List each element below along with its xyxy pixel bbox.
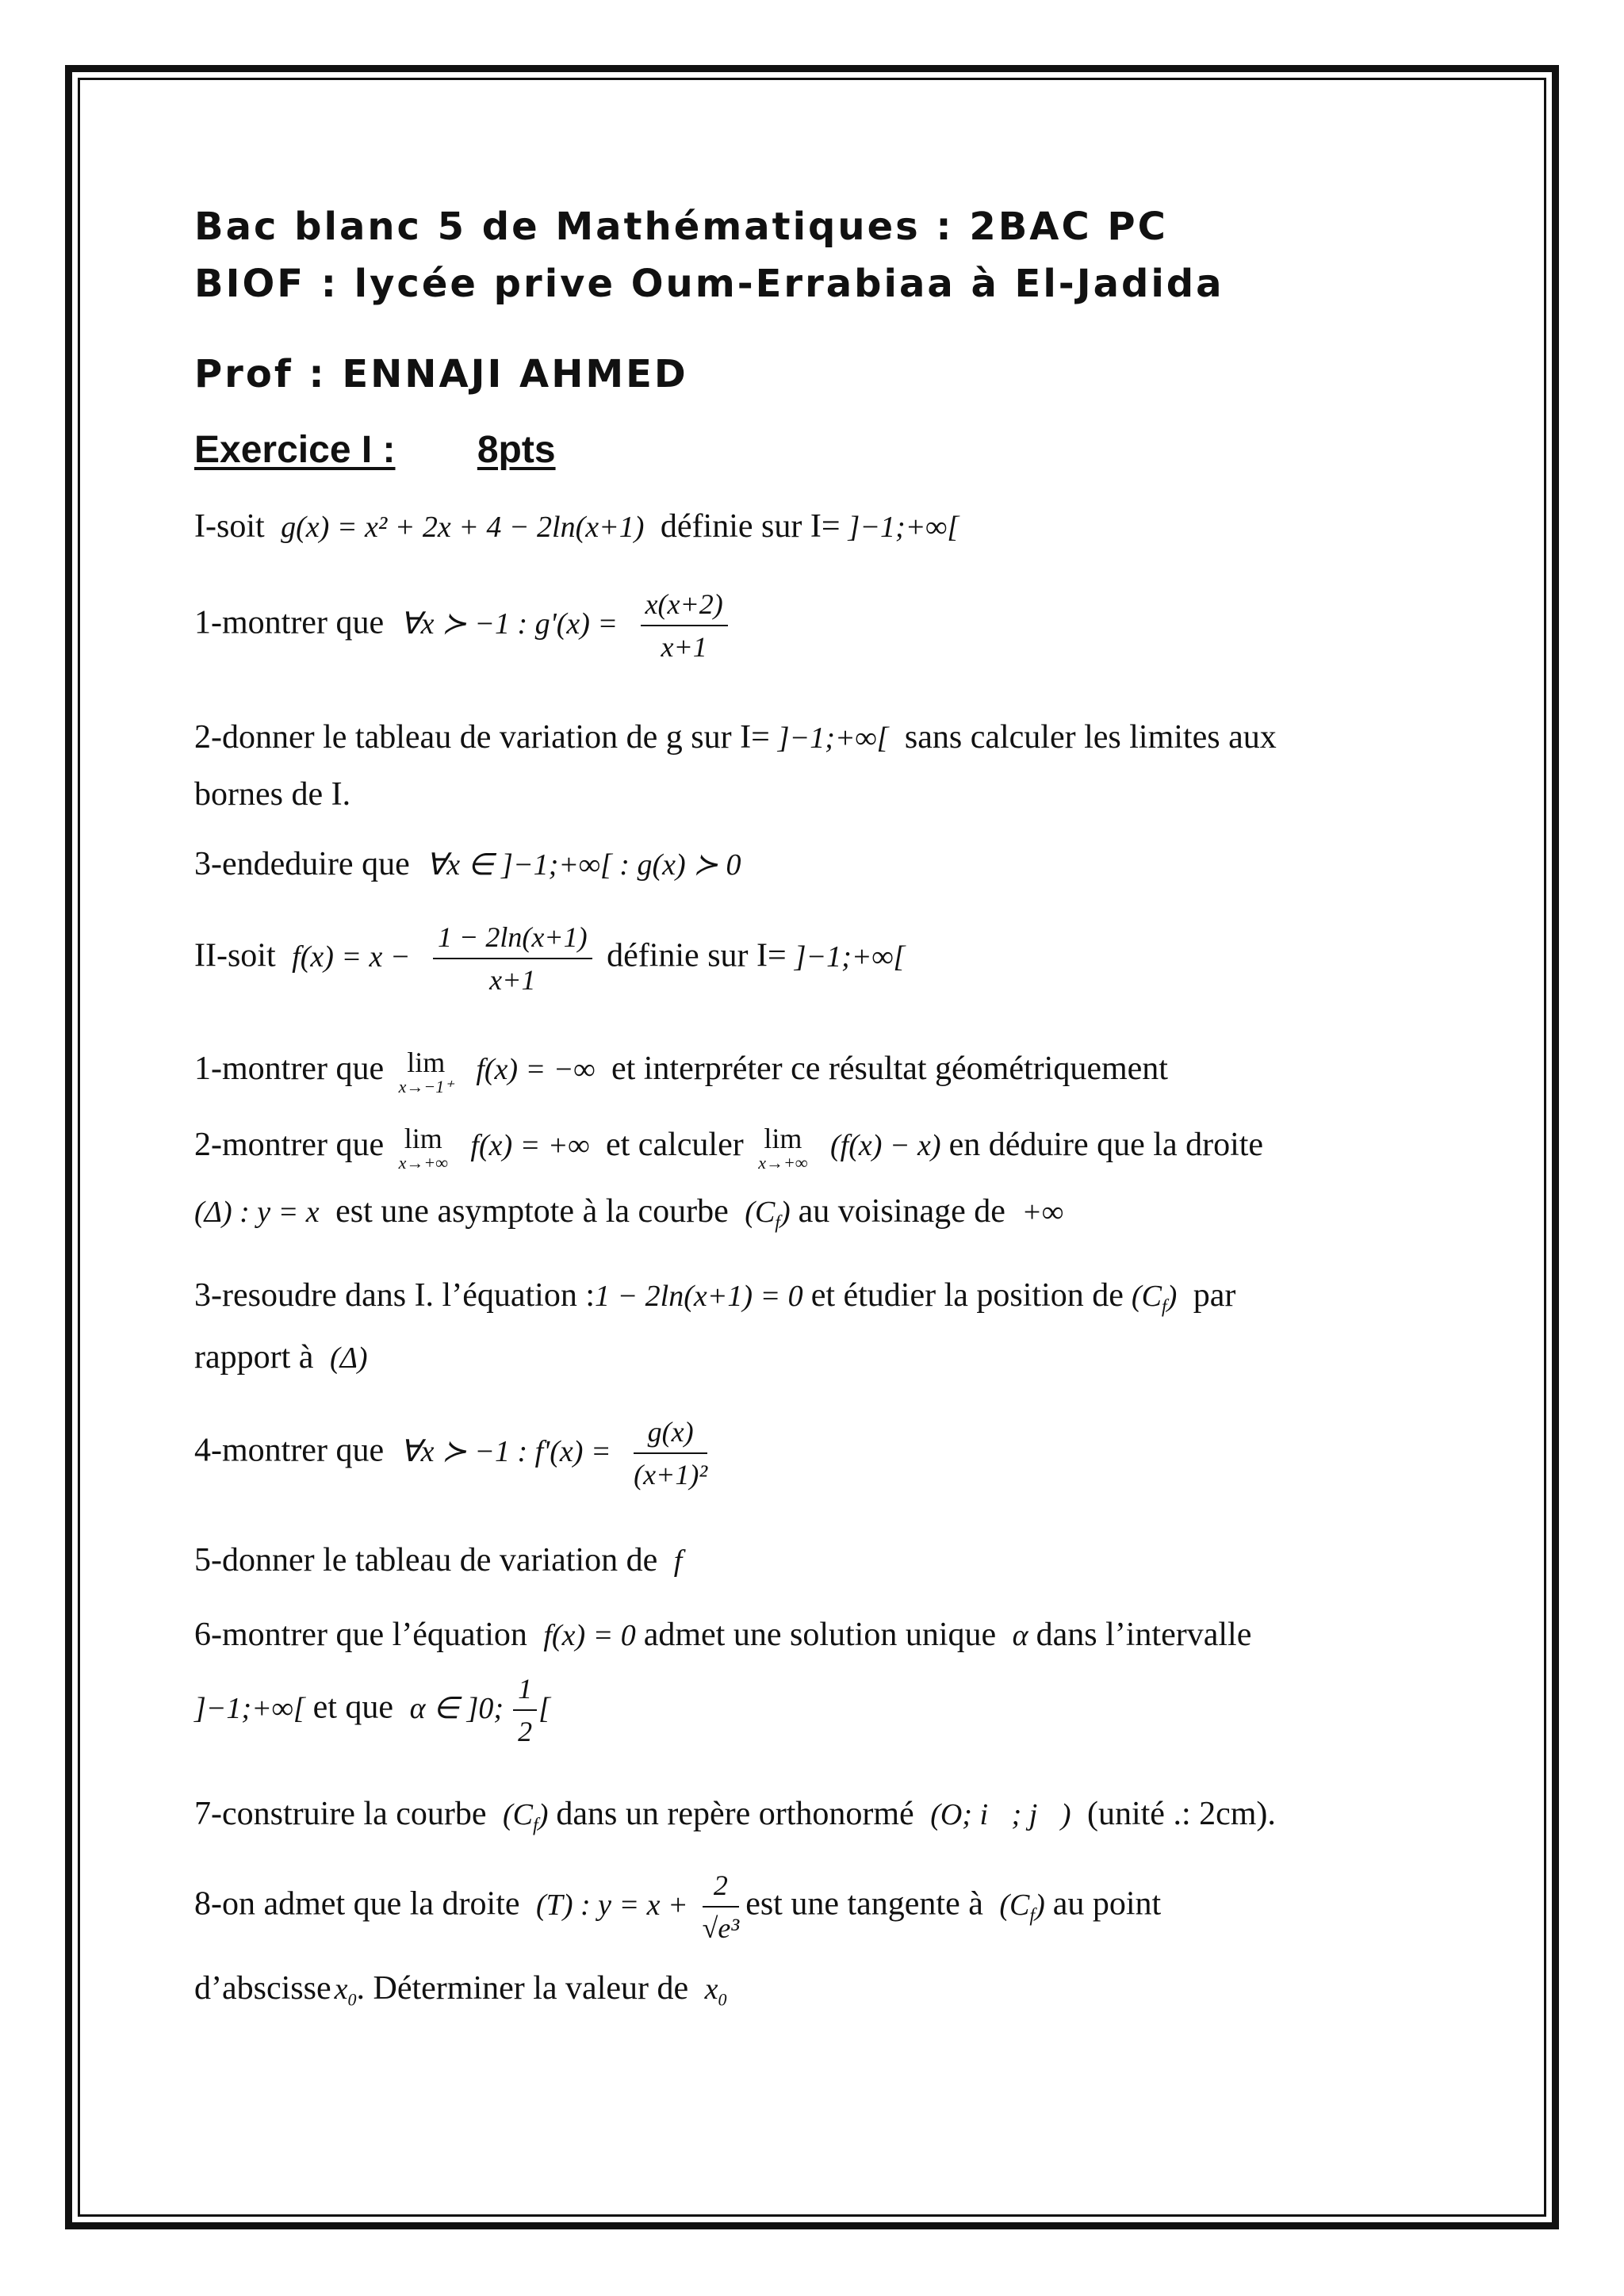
- statement-f-definition: II-soit f(x) = x − $\frac{1 - 2\ln(x+1)}{x+1}$ définie sur I= ]−1;+∞[: [194, 921, 906, 996]
- question-3-solve-equation: 3-resoudre dans I. l’équation :1 − 2ln(x+1) = 0 et étudier la position de $(C_f)$ par: [194, 1277, 1236, 1318]
- header-author: Prof : ENNAJI AHMED: [194, 352, 688, 396]
- limit-operator: lim x→+∞: [398, 1123, 448, 1173]
- question-3-deduce-sign: 3-endeduire que ∀x ∈ ]−1;+∞[ : g(x) ≻ 0: [194, 846, 741, 882]
- fraction-f: $\frac{1 - 2\ln(x+1)}{x+1}$: [433, 920, 592, 997]
- math-g-prime: ∀x ≻ −1 : g'(x) =: [400, 607, 619, 641]
- header-line-2: BIOF : lycée prive Oum-Errabiaa à El-Jadida: [194, 262, 1224, 306]
- question-5-variation-f: 5-donner le tableau de variation de f: [194, 1542, 683, 1578]
- question-2-asymptote: (Δ) : y = x est une asymptote à la courbe $(C_f)$ au voisinage de +∞: [194, 1193, 1064, 1234]
- question-2-variation-g: 2-donner le tableau de variation de g sur I= ]−1;+∞[ sans calculer les limites aux: [194, 719, 1277, 756]
- question-1-g-derivative: 1-montrer que ∀x ≻ −1 : g'(x) = $\frac{x(x+2)}{x+1}$: [194, 587, 734, 664]
- limit-operator: lim x→−1⁺: [398, 1047, 454, 1097]
- question-2-continued: bornes de I.: [194, 776, 351, 813]
- question-4-f-derivative: 4-montrer que ∀x ≻ −1 : f'(x) = $\frac{g(x)}{\text{(x+1)²}}$: [194, 1416, 708, 1490]
- question-6-unique-solution: 6-montrer que l’équation f(x) = 0 admet une solution unique α dans l’intervalle: [194, 1617, 1252, 1653]
- question-6-continued: ]−1;+∞[ et que α ∈ ]0; $\frac{1}{2}$ [: [194, 1673, 550, 1747]
- question-8-continued: d’abscisse $x_0$. Déterminer la valeur de $x_0$: [194, 1970, 727, 2010]
- exercise-heading: [194, 428, 556, 472]
- math-g-expression: g(x) = x² + 2x + 4 − 2ln(x+1): [281, 511, 645, 544]
- fraction-tangent: $\frac{2}{\text{√e³}}$: [702, 1869, 740, 1944]
- question-3-continued: rapport à (Δ): [194, 1339, 368, 1376]
- statement-g-definition: I-soit g(x) = x² + 2x + 4 − 2ln(x+1) définie sur I= ]−1;+∞[: [194, 508, 959, 545]
- question-2-limit-plus-infinity: 2-montrer que lim x→+∞ f(x) = +∞ et calculer lim x→+∞ (f(x) − x) en déduire que la droite: [194, 1123, 1264, 1173]
- exercise-points: 8pts: [477, 429, 556, 471]
- question-7-construct-curve: 7-construire la courbe $(C_f)$ dans un repère orthonormé (O; i⃗; j⃗) (unité .: 2cm).: [194, 1796, 1276, 1836]
- limit-operator: lim x→+∞: [758, 1123, 808, 1173]
- fraction-f-prime: $\frac{g(x)}{\text{(x+1)²}}$: [634, 1416, 708, 1490]
- header-line-1: Bac blanc 5 de Mathématiques : 2BAC PC: [194, 205, 1168, 249]
- question-8-tangent: 8-on admet que la droite (T) : y = x + $\frac{2}{\text{√e³}}$ est une tangente à $(C_f)$ au point: [194, 1869, 1162, 1944]
- question-1-limit-minus-one: 1-montrer que lim x→−1⁺ f(x) = −∞ et interpréter ce résultat géométriquement: [194, 1047, 1168, 1097]
- fraction-one-half: $\frac{1}{2}$: [513, 1671, 537, 1749]
- fraction-g-prime: $\frac{x(x+2)}{x+1}$: [641, 587, 728, 664]
- exercise-title: Exercice I :: [194, 429, 396, 471]
